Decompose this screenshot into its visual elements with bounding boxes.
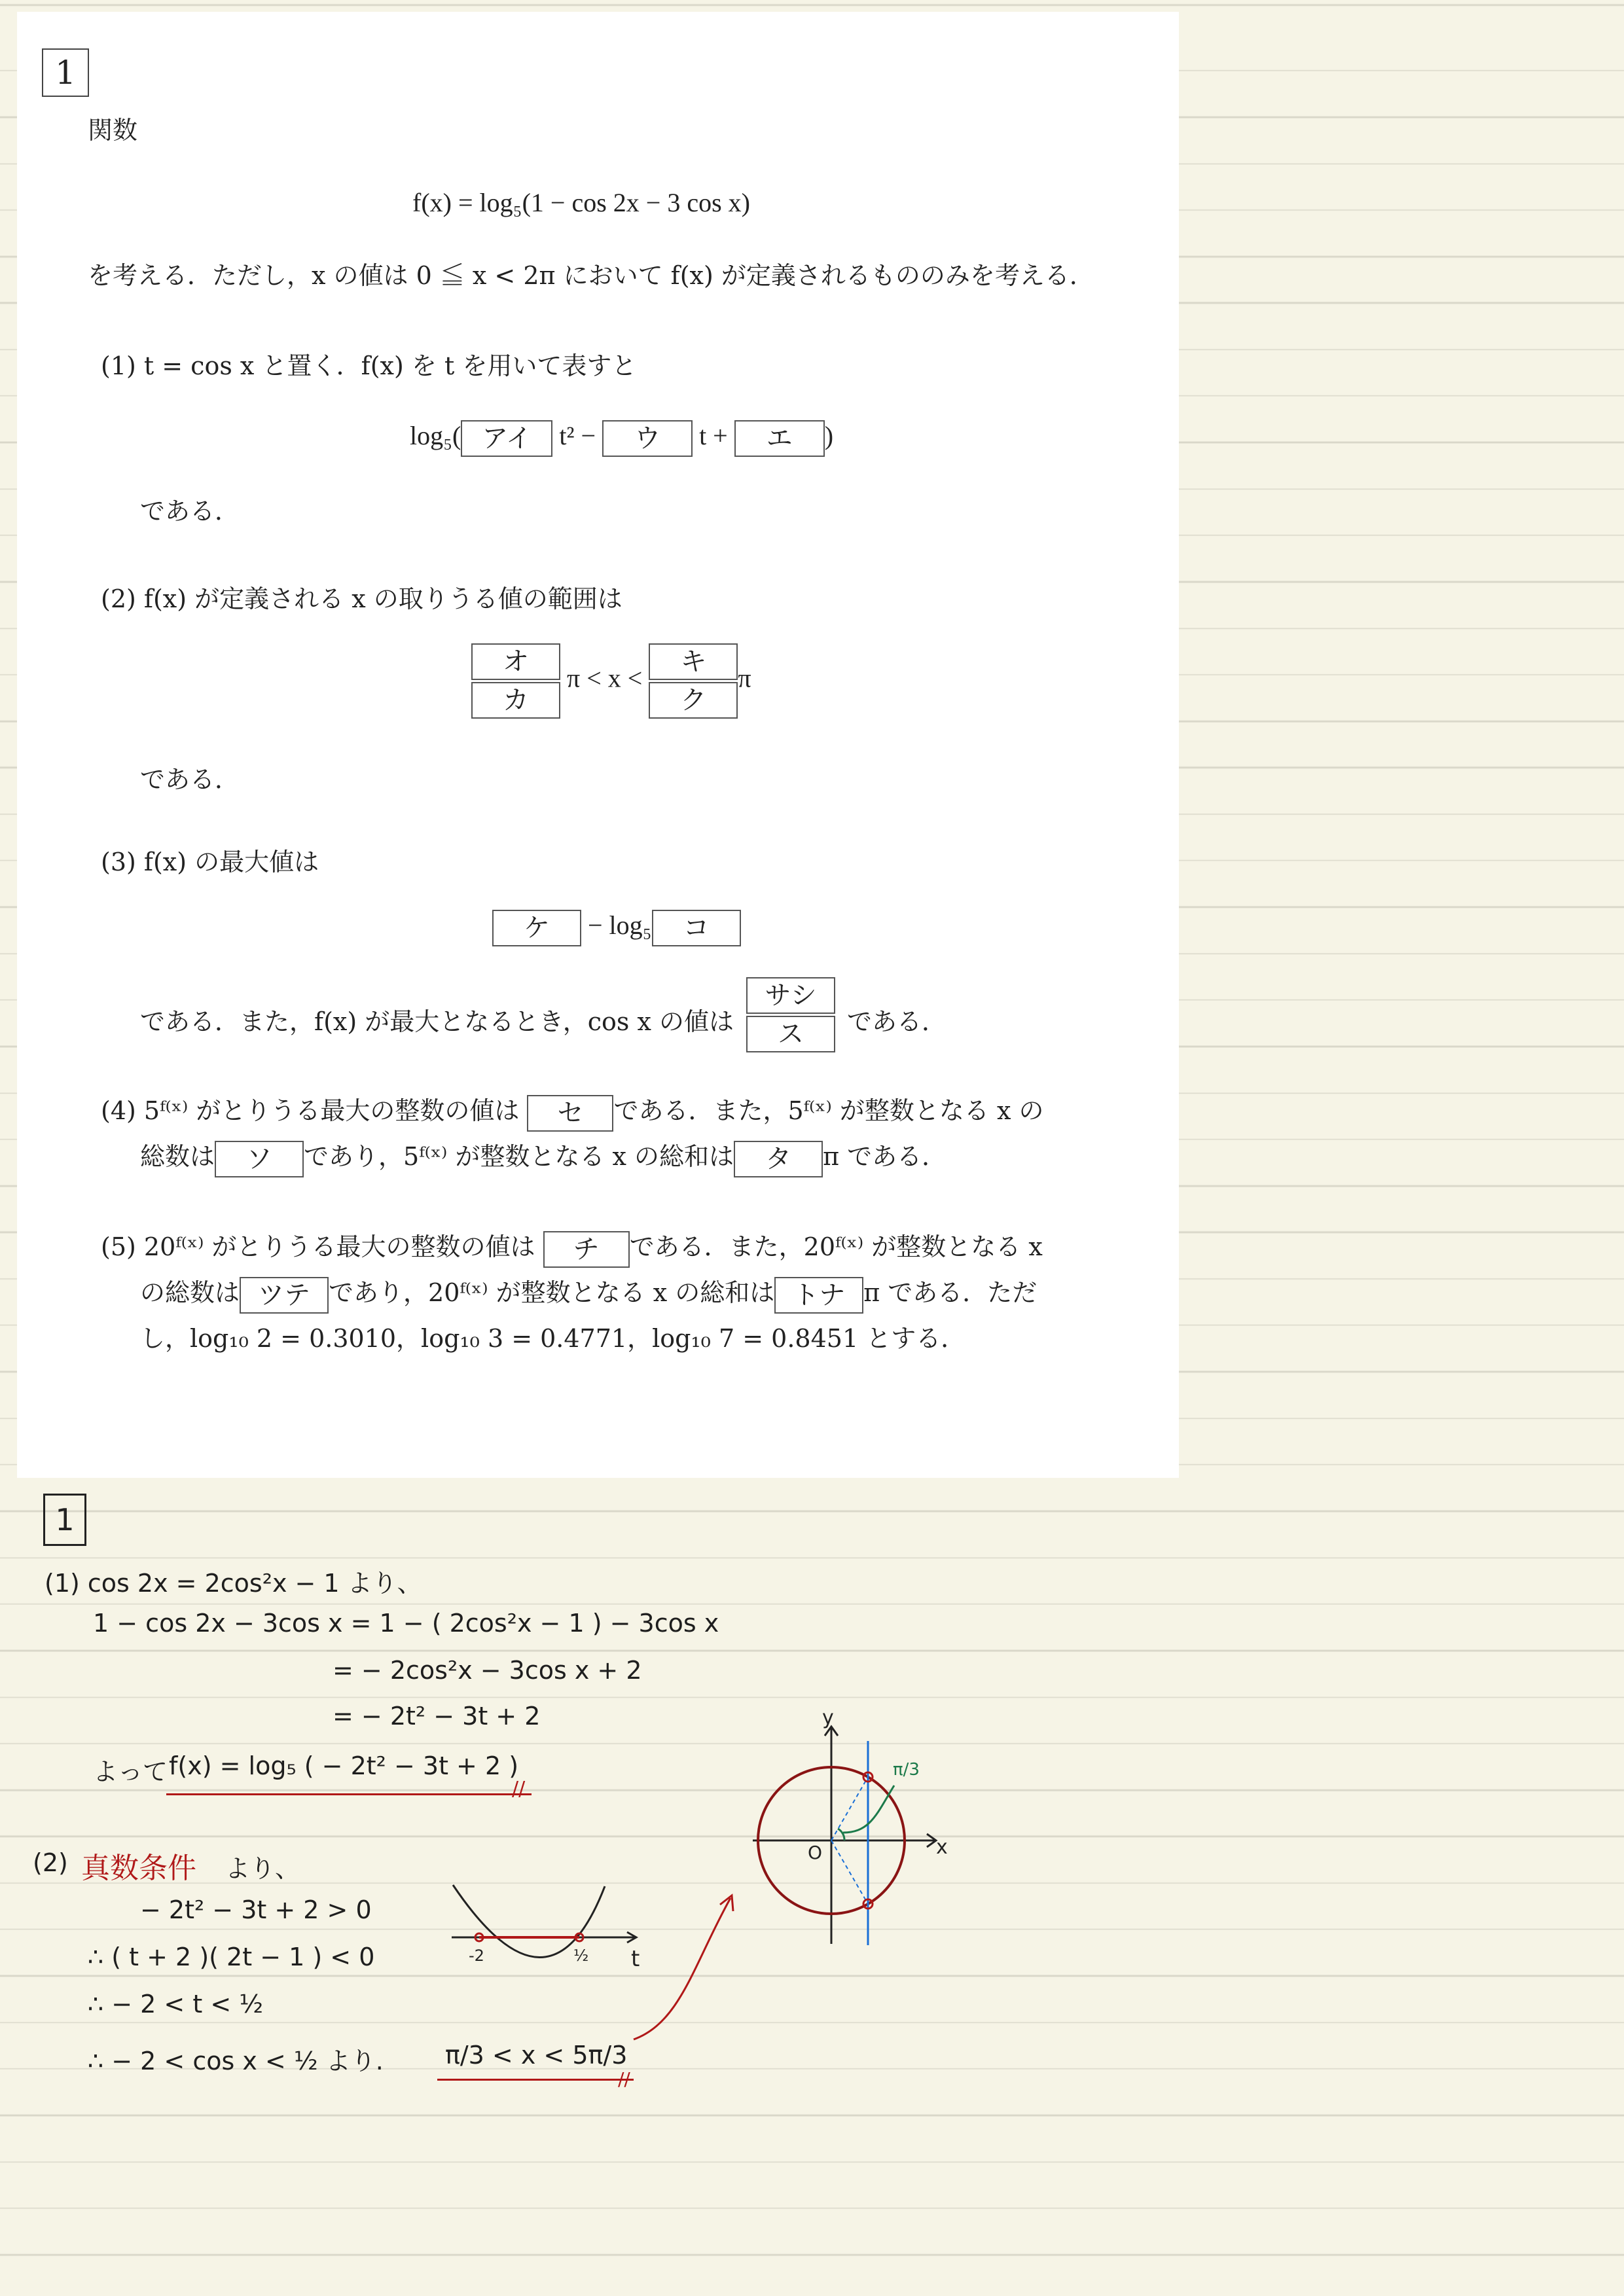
- q2-prompt: (2) f(x) が定義される x の取りうる値の範囲は: [101, 584, 623, 613]
- answer-box-tsute[interactable]: ツテ: [240, 1277, 329, 1314]
- q1-end: である．: [140, 497, 240, 526]
- q1-prompt: (1) t = cos x と置く．f(x) を t を用いて表すと: [101, 351, 637, 380]
- q5-a: (5) 20ᶠ⁽ˣ⁾ がとりうる最大の整数の値は: [101, 1232, 535, 1261]
- q5-d: であり，20ᶠ⁽ˣ⁾ が整数となる x の総和は: [329, 1278, 775, 1307]
- unit-circle-sketch: [740, 1702, 956, 1950]
- root-left-label: -2: [469, 1946, 484, 1965]
- angle-label: π/3: [893, 1760, 920, 1780]
- note-line-5-result: f(x) = log₅ ( − 2t² − 3t + 2 ): [169, 1751, 519, 1780]
- underline-result-2: [437, 2079, 634, 2081]
- answer-box-chi[interactable]: チ: [543, 1231, 630, 1268]
- answer-box-ka[interactable]: カ: [471, 682, 560, 719]
- q5-e: π である．ただ: [863, 1278, 1038, 1307]
- q4-b: である．また，5ᶠ⁽ˣ⁾ が整数となる x の: [613, 1096, 1044, 1125]
- q2-pi: π: [738, 663, 751, 693]
- answer-box-ke[interactable]: ケ: [492, 910, 581, 946]
- parabola-sketch: [445, 1878, 655, 1977]
- note-line-8: ∴ ( t + 2 )( 2t − 1 ) < 0: [88, 1943, 375, 1971]
- note-line-5-label: よって: [93, 1757, 168, 1786]
- q1-log: log₅(: [410, 421, 461, 451]
- root-right-label: ½: [573, 1946, 589, 1965]
- underline-result-1: [166, 1793, 532, 1795]
- note-line-4: = − 2t² − 3t + 2: [333, 1702, 541, 1731]
- q3-line2: である．また，f(x) が最大となるとき，cos x の値は: [140, 1007, 734, 1036]
- intro-text: 関数: [88, 116, 138, 145]
- circle-y-label: y: [822, 1706, 834, 1729]
- answer-box-sashi[interactable]: サシ: [746, 977, 835, 1014]
- answer-box-u[interactable]: ウ: [602, 420, 693, 457]
- note-line-7: − 2t² − 3t + 2 > 0: [140, 1895, 372, 1924]
- fraction-left: [471, 641, 560, 721]
- q1-close: ): [824, 421, 834, 451]
- q3-minus-log: − log₅: [588, 910, 652, 941]
- answer-box-so[interactable]: ソ: [215, 1141, 304, 1177]
- condition-text: を考える．ただし，x の値は 0 ≦ x < 2π において f(x) が定義されるもののみを考える．: [88, 261, 1094, 290]
- note-keyword: 真数条件: [81, 1852, 196, 1885]
- q4-a: (4) 5ᶠ⁽ˣ⁾ がとりうる最大の整数の値は: [101, 1096, 520, 1125]
- notes-number: 1: [43, 1494, 86, 1546]
- q2-inequality: [471, 641, 751, 721]
- q3-prompt: (3) f(x) の最大値は: [101, 848, 319, 876]
- q5-c: の総数は: [140, 1278, 240, 1307]
- answer-mark-1: //: [512, 1778, 526, 1801]
- q4-c: 総数は: [140, 1142, 215, 1171]
- answer-mark-2: //: [618, 2068, 630, 2090]
- answer-box-ki[interactable]: キ: [649, 643, 738, 680]
- q2-middle: π < x <: [567, 663, 643, 693]
- note-line-10-result: π/3 < x < 5π/3: [445, 2041, 628, 2070]
- note-line-9: ∴ − 2 < t < ½: [88, 1990, 264, 2018]
- note-line-6-label: (2): [33, 1848, 68, 1877]
- q2-end: である．: [140, 765, 240, 794]
- connector-arrow: [628, 1885, 746, 2049]
- q4-e: π である．: [823, 1142, 947, 1171]
- answer-box-ku[interactable]: ク: [649, 682, 738, 719]
- q3-line2-end: である．: [847, 1007, 947, 1036]
- angle-arc: [838, 1829, 844, 1840]
- q5-line2: [140, 1272, 1037, 1314]
- answer-box-ta[interactable]: タ: [734, 1141, 823, 1177]
- q4-line2: [140, 1136, 947, 1177]
- q4-line1: [101, 1090, 1044, 1132]
- note-line-2: 1 − cos 2x − 3cos x = 1 − ( 2cos²x − 1 ) − 3cos x: [93, 1609, 719, 1638]
- q3-cos-fraction: [746, 975, 835, 1054]
- q1-t2: t² −: [559, 421, 596, 451]
- circle-x-label: x: [936, 1836, 948, 1859]
- fraction-cos: [746, 975, 835, 1054]
- note-line-10: ∴ − 2 < cos x < ½ より.: [88, 2047, 384, 2075]
- q5-line1: [101, 1227, 1043, 1268]
- note-line-1: (1) cos 2x = 2cos²x − 1 より、: [45, 1569, 422, 1598]
- function-definition: f(x) = log₅(1 − cos 2x − 3 cos x): [412, 188, 750, 217]
- answer-box-ko[interactable]: コ: [652, 910, 741, 946]
- origin-label: O: [808, 1842, 823, 1863]
- parabola-axis-label: t: [631, 1946, 640, 1972]
- connector-path: [634, 1898, 731, 2039]
- answer-box-e[interactable]: エ: [734, 420, 825, 457]
- answer-box-se[interactable]: セ: [527, 1095, 613, 1132]
- q5-b: である．また，20ᶠ⁽ˣ⁾ が整数となる x: [629, 1232, 1043, 1261]
- answer-box-su[interactable]: ス: [746, 1016, 835, 1052]
- q4-d: であり，5ᶠ⁽ˣ⁾ が整数となる x の総和は: [304, 1142, 734, 1171]
- q1-t1: t +: [699, 421, 728, 451]
- note-line-3: = − 2cos²x − 3cos x + 2: [333, 1656, 642, 1685]
- note-line-6-suffix: より、: [225, 1854, 300, 1883]
- answer-box-tona[interactable]: トナ: [774, 1277, 863, 1314]
- radius-upper: [831, 1777, 868, 1840]
- fraction-right: [649, 641, 738, 721]
- answer-box-ai[interactable]: アイ: [461, 420, 552, 457]
- q1-expression: [410, 420, 833, 457]
- problem-sheet: [17, 12, 1179, 1478]
- q3-expression: [492, 910, 741, 946]
- radius-lower: [831, 1840, 868, 1904]
- answer-box-o[interactable]: オ: [471, 643, 560, 680]
- q5-line3: し，log₁₀ 2 = 0.3010，log₁₀ 3 = 0.4771，log₁₀ 7 = 0.8451 とする．: [140, 1324, 966, 1353]
- problem-number: 1: [42, 48, 89, 97]
